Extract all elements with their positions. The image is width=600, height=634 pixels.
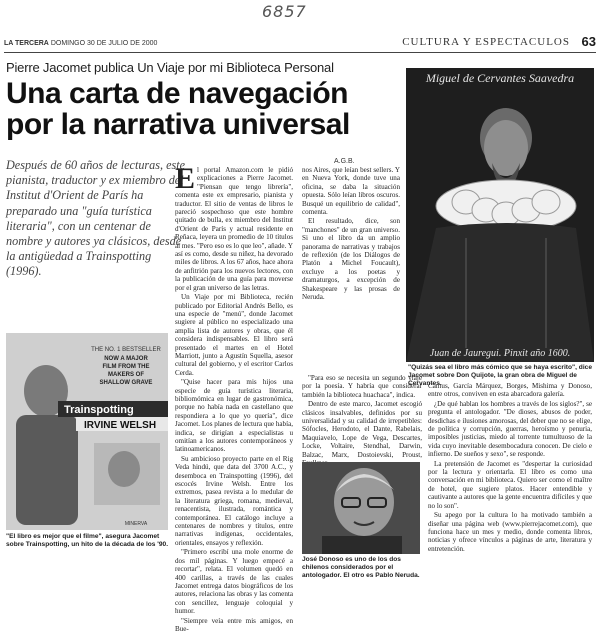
donoso-caption: José Donoso es uno de los dos chilenos considerados por el antologador. El otro es Pablo Neruda. [302,556,420,579]
article-byline: A.G.B. [334,158,355,165]
drop-cap: E [175,162,196,195]
donoso-photo [302,462,420,554]
paragraph: Camus, García Márquez, Borges, Mishima y Donoso, entre otros, conviven en esta abarcadora galería. [428,382,592,399]
portrait-top-text: Miguel de Cervantes Saavedra [425,71,575,85]
article-column-3 [428,382,592,554]
paragraph: Su ambicioso proyecto parte en el Rig Veda hindú, que data del 3700 A.C., y desemboca en Trainspotting (1996), del escocés Irvine Welsh. Entre los extremos, pasea revista a lo medular de la literatura griega, romana, medieval, renacentista, ilustrada, romántica y contemporánea. El catálogo incluye a centenares de nombres y títulos, entre narrativas indígenas, occidentales, orientales, ensayos y reflexión. [175,454,293,547]
cover-publisher: MINERVA [124,521,148,527]
issue-date: DOMINGO 30 DE JULIO DE 2000 [50,40,158,47]
article-column-2 [302,166,400,303]
paragraph-text: l portal Amazon.com le pidió explicaciones a Pierre Jacomet. "Piensan que tengo librería", comenta este ex empresario, pianista y traductor. El sitio de ventas de libros le pareció sospechoso que este hombre quitado de bulla, ex miembro del Institut d'Orient de París y actual residente en Reñaca, leyera un promedio de 10 títulos al mes. "Pero eso es lo que leo", añade. Y así es como, desde su niñez, ha devorado miles de libros. A los 67 años, hace ahora de anfitrión para los nuevos lectores, con la publicación de una guía para moverse por el gran universo de las letras. [175,166,293,292]
portrait-caption: "Quizás sea el libro más cómico que se haya escrito", dice Jacomet sobre Don Quijote, la gran obra de Miguel de Cervantes. [408,364,592,387]
paragraph: "Para eso se necesita un segundo viaje por la poesía. Y habría que considerar también la biblioteca huachaca", indica. [302,374,422,399]
paragraph: Su apego por la cultura lo ha motivado también a diseñar una página web (www.pierrejacomet.com), que funciona hace un mes y medio, donde comenta libros, noticias y ofrece vínculos a páginas de arte, literatura y entretención. [428,511,592,553]
paragraph: "Primero escribí una mole enorme de dos mil páginas. Y luego empecé a recortar", relata. El volumen quedó en 400 carillas, a través de las cuales Jacomet entrega datos biográficos de los autores, relaciona las obras y las comenta con sencillez, lenguaje coloquial y humor. [175,548,293,616]
paragraph: "Siempre veía entre mis amigos, en Bue- [175,616,293,633]
portrait-bottom-text: Juan de Jauregui. Pinxit año 1600. [429,348,571,359]
cover-blurb-line: THE NO. 1 BESTSELLER [91,347,161,353]
paragraph: El resultado, dice, son "manchones" de un gran universo. Si uno el libro da un amplio panorama de narrativas y trabajos de reflexión (de los Diálogos de Platón a Michel Foucault), excluye a los poetas y dramaturgos, a excepción de Shakespeare y las prosas de Neruda. [302,217,400,302]
article-headline: Una carta de navegación por la narrativa universal [6,77,350,141]
paragraph: nos Aires, que leían best sellers. Y en Nueva York, donde tuve una oficina, se daba la situación opuesta. Sólo leían libros oscuros. Busqué un equilibrio de calidad", comenta. [302,166,400,217]
paper-name: LA TERCERA [4,40,49,47]
article-column-1 [175,162,293,634]
paragraph: Un Viaje por mi Biblioteca, recién publicado por Editorial Andrés Bello, es una especie de "menú", donde Jacomet sugiere al público no especializado una amplia lista de autores y obras, que él considera indispensables. El libro será presentado el martes en el Hotel Marriott, junto a Agustín Squella, asesor cultural del gobierno, y el escritor Carlos Cerda. [175,293,293,377]
page-number: 63 [581,34,596,49]
cover-author: IRVINE WELSH [84,420,157,431]
masthead-paper-date [4,40,157,47]
article-deck: Después de 60 años de lecturas, este pianista, traductor y ex miembro del Institut d'Orient de París ha preparado una "guía turística literaria", con un centenar de nombre y autores ya clásicos, desde la antigüedad a Trainspotting (1996). [6,158,186,279]
cover-blurb-line: FILM FROM THE [102,364,150,370]
photo-illustration [302,462,420,554]
section-title: CULTURA Y ESPECTACULOS [402,36,570,48]
paragraph: Dentro de este marco, Jacomet escogió clásicos insalvables, definidos por su universalidad y su calidad de irrepetibles: Sófocles, Herodoto, el Dante, Rabelais, Maquiavelo, Lope de Vega, Descartes, Locke, Voltaire, Stendhal, Darwin, Balzac, Marx, Dostoievski, Proust, [302,400,422,459]
cover-blurb-line: MAKERS OF [108,372,144,378]
paragraph: ¿De qué hablan los hombres a través de los siglos?", se pregunta el antologador. "De dioses, abusos de poder, desdichas e ilusiones amorosas, del deber que no se elige, de política y corrupción, guerras, heroísmo y penuria, imposibles justicias, miedo al torrente tumultuoso de la vida cuyo inevitable desembocadura conocen. De cielo e infierno. De sueños y sexo", se responde. [428,399,592,459]
cover-title: Trainspotting [64,404,134,416]
article-kicker: Pierre Jacomet publica Un Viaje por mi Biblioteca Personal [6,60,334,75]
trainspotting-cover [6,333,168,530]
portrait-illustration [406,68,594,362]
cover-blurb-line: SHALLOW GRAVE [99,380,153,386]
paragraph: "Quise hacer para mis hijos una especie de guía turística literaria, bibliomómica en lugar de gastronómica, porque no había nada en castellano que respondiera a lo que yo quería", dice Jacomet. Los planes de lectura que había, indica, se dirigían a especialistas u omitían a los autores contemporáneos y latinoamericanos. [175,378,293,454]
cover-caption: "El libro es mejor que el filme", asegura Jacomet sobre Trainspotting, un hito de la década de los '90. [6,533,169,548]
paragraph [175,162,293,292]
paragraph: La pretensión de Jacomet es "despertar la curiosidad por la lectura y orientarla. El libro es como una conversación en mi biblioteca. Quiero ser como el maître de hotel, que sugiere platos. Hacer entendible y cautivante a autores que la gente encuentra difíciles y que no lo son". [428,459,592,510]
cervantes-portrait [406,68,594,362]
cover-blurb-line: NOW A MAJOR [104,356,148,362]
header-rule [4,52,596,53]
article-column-2-lower [302,374,422,468]
cover-illustration [6,333,168,530]
handwritten-note: 6857 [262,2,307,21]
